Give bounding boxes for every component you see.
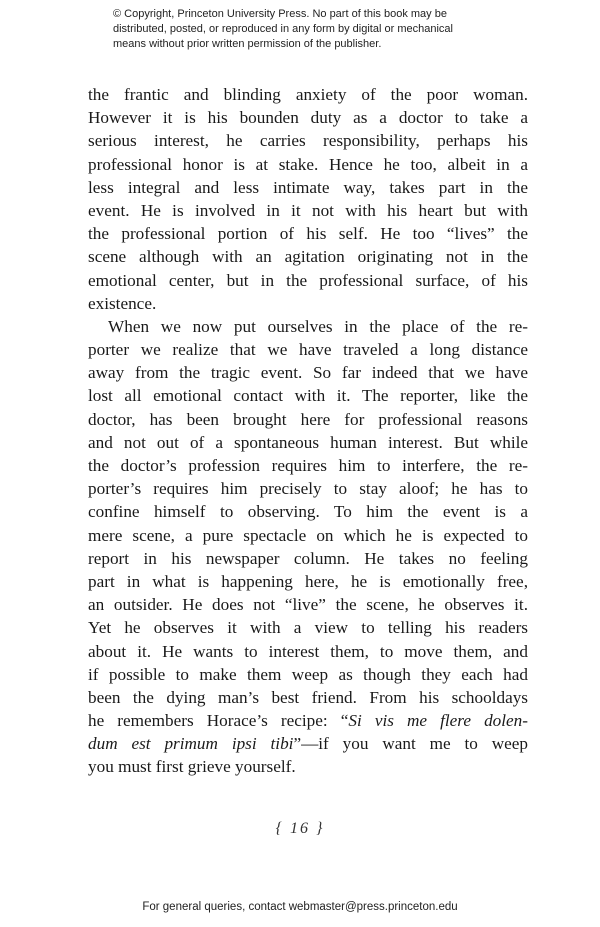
- text-line: event. He is involved in it not with his heart but with: [88, 200, 528, 220]
- text-line: [88, 709, 528, 732]
- text-line: about it. He wants to interest them, to move them, and: [88, 641, 528, 661]
- text-line: report in his newspaper column. He takes no feeling: [88, 548, 528, 568]
- text-line: When we now put ourselves in the place of the re-: [108, 316, 528, 336]
- latin-quote: dum est primum ipsi tibi: [88, 734, 294, 754]
- text-fragment: he remembers Horace’s recipe: “: [88, 711, 349, 731]
- text-line: porter’s requires him precisely to stay aloof; he has to: [88, 479, 528, 499]
- text-line: and not out of a spontaneous human interest. But while: [88, 432, 528, 452]
- text-line: less integral and less intimate way, takes part in the: [88, 177, 528, 197]
- text-line: Yet he observes it with a view to telling his readers: [88, 618, 528, 638]
- page-number: { 16 }: [275, 820, 325, 837]
- text-line: serious interest, he carries responsibility, perhaps his: [88, 131, 528, 151]
- text-fragment: ”—if you want me to weep: [293, 734, 528, 754]
- text-line: confine himself to observing. To him the event is a: [88, 502, 528, 522]
- text-line: However it is his bounden duty as a doctor to take a: [88, 108, 528, 128]
- text-line: away from the tragic event. So far indeed that we have: [88, 363, 528, 383]
- copyright-line: © Copyright, Princeton University Press. No part of this book may be: [113, 8, 447, 20]
- text-line: existence.: [88, 293, 157, 313]
- copyright-line: means without prior written permission of the publisher.: [113, 38, 382, 50]
- text-line: the doctor’s profession requires him to interfere, the re-: [88, 456, 528, 475]
- text-line: the professional portion of his self. He too “lives” the: [88, 224, 528, 244]
- text-line: emotional center, but in the professional surface, of his: [88, 270, 528, 290]
- text-line: the frantic and blinding anxiety of the poor woman.: [88, 85, 528, 104]
- text-line: if possible to make them weep as though they each had: [88, 664, 528, 684]
- text-line: scene although with an agitation originating not in the: [88, 247, 528, 267]
- text-line: professional honor is at stake. Hence he too, albeit in a: [88, 154, 528, 174]
- paragraph-1: [88, 83, 528, 315]
- footer-contact: For general queries, contact webmaster@press.princeton.edu: [142, 901, 458, 913]
- text-line: been the dying man’s best friend. From his schooldays: [88, 687, 528, 707]
- text-line: porter we realize that we have traveled a long distance: [88, 340, 528, 360]
- text-line: mere scene, a pure spectacle on which he is expected to: [88, 525, 528, 545]
- text-line: an outsider. He does not “live” the scene, he observes it.: [88, 595, 528, 615]
- text-line: part in what is happening here, he is emotionally free,: [88, 571, 528, 591]
- copyright-line: distributed, posted, or reproduced in any form by digital or mechanical: [113, 23, 453, 35]
- body-text: [88, 83, 528, 779]
- text-line: you must first grieve yourself.: [88, 757, 296, 777]
- text-line: [88, 732, 528, 755]
- text-line: doctor, has been brought here for professional reasons: [88, 409, 528, 429]
- latin-quote: Si vis me flere dolen-: [348, 711, 528, 731]
- text-line: lost all emotional contact with it. The reporter, like the: [88, 386, 528, 406]
- copyright-notice: [113, 7, 513, 52]
- paragraph-2: [88, 315, 528, 779]
